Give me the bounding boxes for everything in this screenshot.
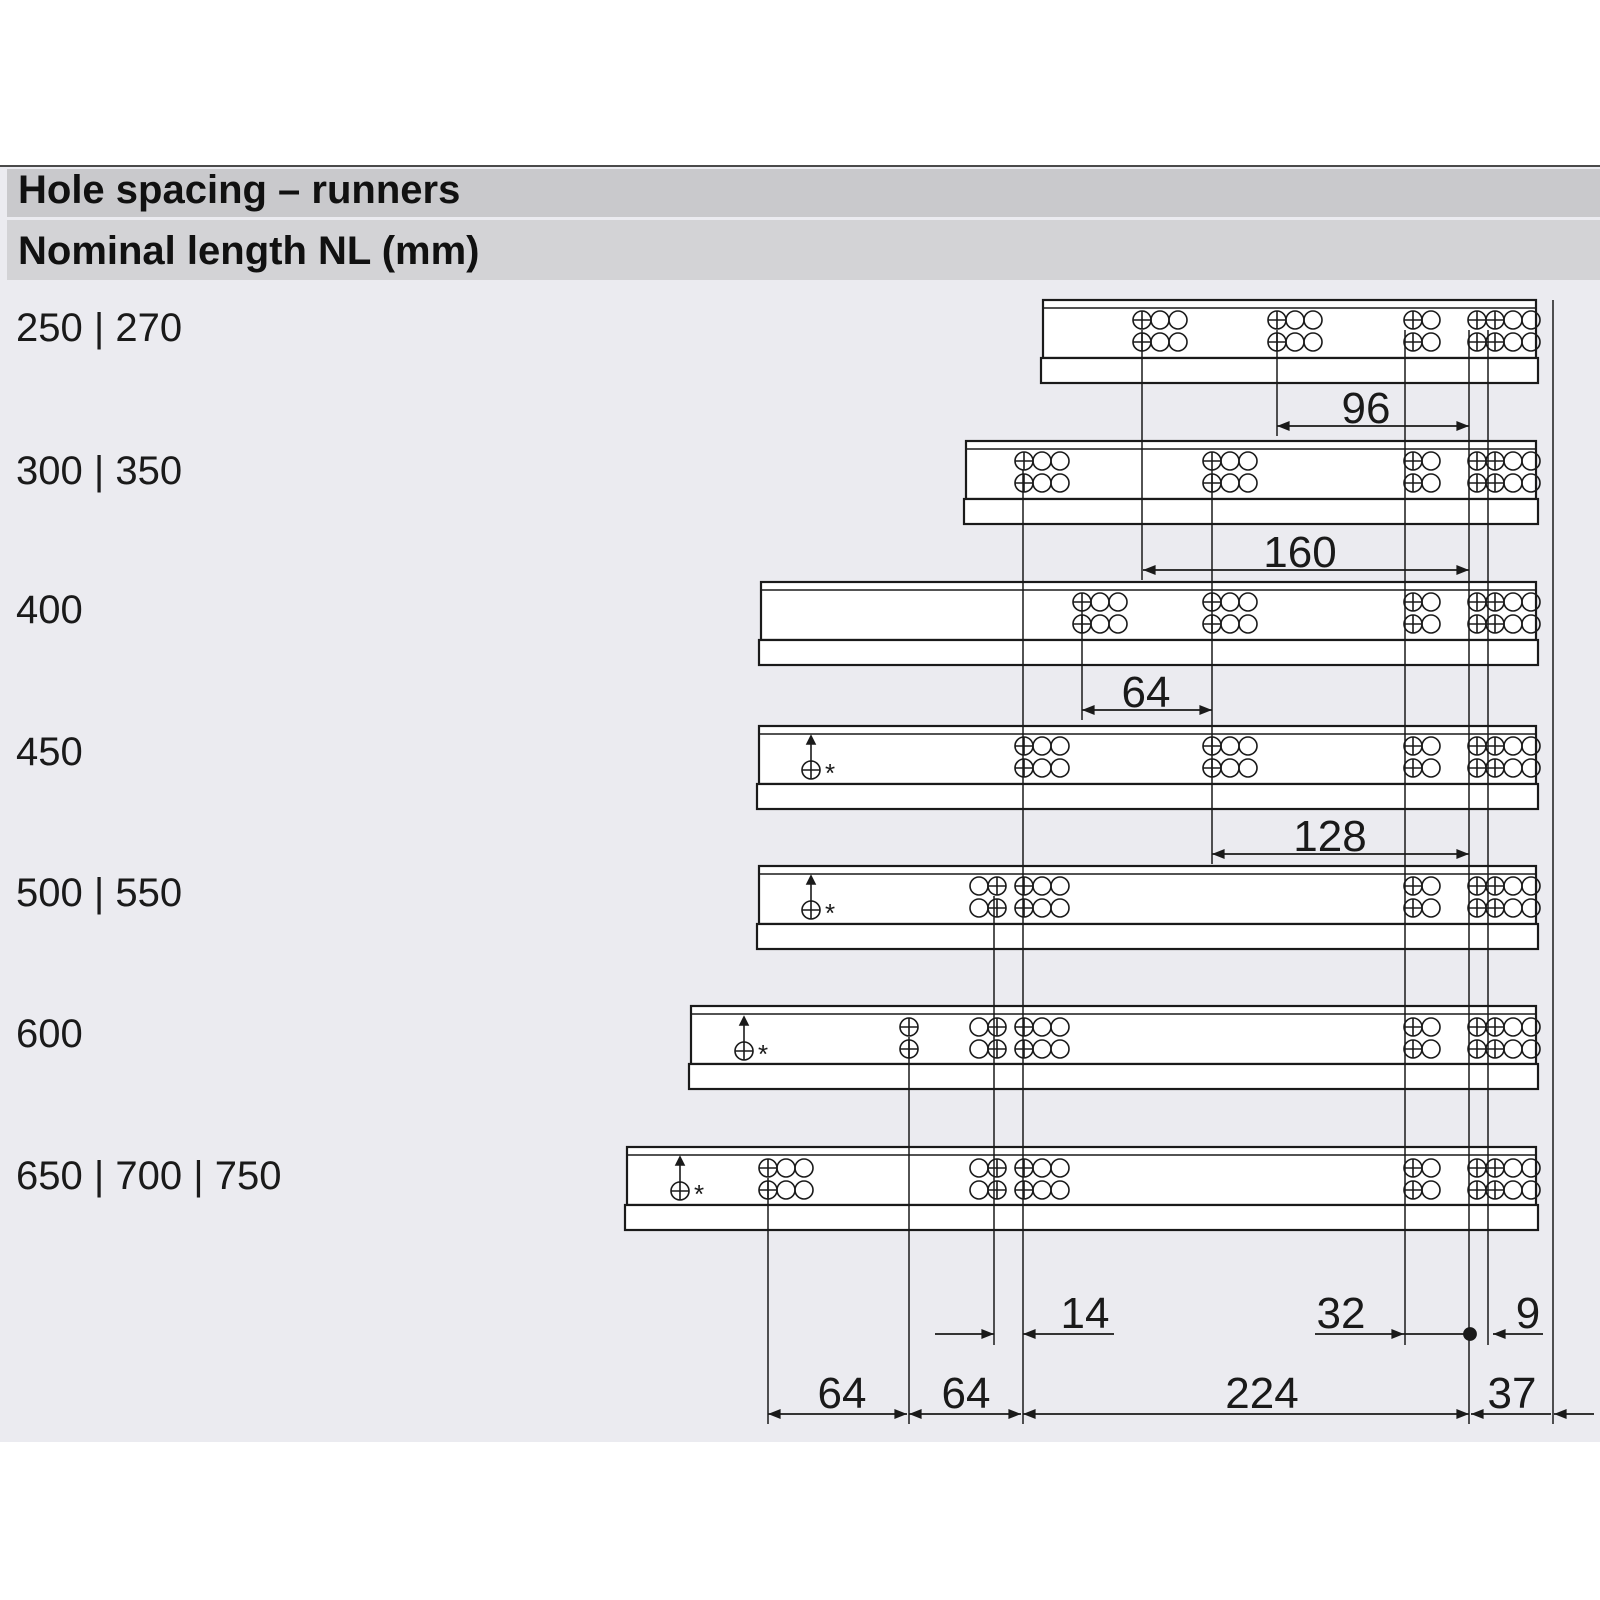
row-label-450: 450: [16, 730, 83, 774]
marker-star: *: [694, 1179, 705, 1209]
section-subtitle: Nominal length NL (mm): [7, 220, 1600, 280]
marker-star: *: [825, 898, 836, 928]
dim-9: 9: [1515, 1289, 1541, 1338]
row-label-400: 400: [16, 588, 83, 632]
dim-14: 14: [1060, 1289, 1110, 1338]
row-label-650-700-750: 650 | 700 | 750: [16, 1154, 282, 1198]
runner-base: [757, 784, 1538, 809]
section-title: Hole spacing – runners: [7, 169, 1600, 217]
row-label-250-270: 250 | 270: [16, 306, 183, 350]
runner-base: [1041, 358, 1538, 383]
dim-64-b: 64: [941, 1369, 991, 1418]
dim-96: 96: [1341, 384, 1391, 433]
dim-160: 160: [1263, 528, 1337, 577]
row-label-500-550: 500 | 550: [16, 871, 183, 915]
dim-64-mid: 64: [1121, 668, 1171, 717]
runner-base: [759, 640, 1538, 665]
runner-base: [689, 1064, 1538, 1089]
row-label-600: 600: [16, 1012, 83, 1056]
dim-64-a: 64: [817, 1369, 867, 1418]
dim-32: 32: [1316, 1289, 1366, 1338]
marker-star: *: [825, 758, 836, 788]
runner-base: [964, 499, 1538, 524]
row-label-300-350: 300 | 350: [16, 449, 183, 493]
marker-star: *: [758, 1039, 769, 1069]
dim-128: 128: [1293, 812, 1367, 861]
runner-base: [625, 1205, 1538, 1230]
runner-outlines: [625, 300, 1538, 1230]
dim-37: 37: [1487, 1369, 1537, 1418]
runner-base: [757, 924, 1538, 949]
dim-224: 224: [1225, 1369, 1299, 1418]
